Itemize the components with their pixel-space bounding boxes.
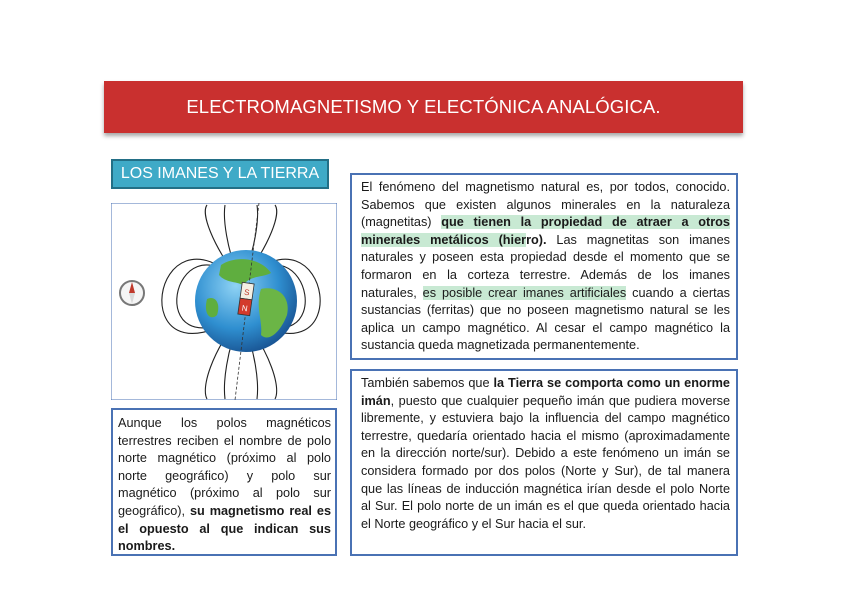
paragraph-text: Las magnetitas son imanes naturales y poseen esta propiedad desde el momento que se formaron en la corteza terrestre. Además de los imanes naturales, <box>361 232 730 300</box>
bold-text: la Tierra se comporta como un enorme imán <box>361 376 730 408</box>
section-label <box>111 159 329 189</box>
bold-text: a otros minerales metálicos (hier <box>361 215 730 247</box>
paragraph-text: El fenómeno del magnetismo natural es, por todos, conocido. Sabemos que existen algunos minerales en la naturaleza (magnetitas) <box>361 180 730 230</box>
text-box-magnetic-poles <box>111 408 337 556</box>
paragraph-text: También sabemos que <box>361 376 494 390</box>
section-label-text: LOS IMANES Y LA TIERRA <box>120 165 320 182</box>
highlighted-text: que tienen la propiedad de atraer <box>441 215 682 230</box>
earth-magnetic-field-illustration <box>111 203 337 400</box>
paragraph-text: , puesto que cualquier pequeño imán que pudiera moverse libremente, y estuviera bajo la influencia del campo magnético terrestre, quedaría orientado hacia el mismo (aproximadamente en la dirección norte/sur). Debido a este fenómeno un imán se considera formado por dos polos (Norte y Sur), de tal manera que las líneas de inducción magnética irían desde el polo Norte al Sur. El polo norte de un imán es el que queda orientado hacia el Norte geográfico y el Sur hacia el sur. <box>361 393 730 531</box>
slide-title-bar <box>104 81 743 133</box>
magnet-south-label: S <box>243 287 251 298</box>
magnet-north-label: N <box>241 303 249 314</box>
highlighted-text: es posible crear imanes artificiales <box>422 285 627 300</box>
slide-title: ELECTROMAGNETISMO Y ELECTÓNICA ANALÓGICA. <box>186 96 661 117</box>
compass-icon <box>120 281 144 305</box>
paragraph-text: cuando a ciertas sustancias (ferritas) que no poseen magnetismo natural se les aplica un campo magnético. Al cesar el campo magnético la sustancia queda magnetizada permanentemente. <box>361 285 731 353</box>
text-box-earth-magnet <box>350 369 738 556</box>
text-box-natural-magnetism <box>350 173 738 360</box>
bold-text: ro). <box>526 232 547 247</box>
paragraph-text: Aunque los polos magnéticos terrestres reciben el nombre de polo norte magnético (próximo al polo norte geográfico) y polo sur magnético (próximo al polo sur geográfico), <box>118 416 331 518</box>
earth-magnetic-field-figure <box>111 203 337 400</box>
bold-text: su magnetismo real es el opuesto al que indican sus nombres. <box>118 503 331 554</box>
